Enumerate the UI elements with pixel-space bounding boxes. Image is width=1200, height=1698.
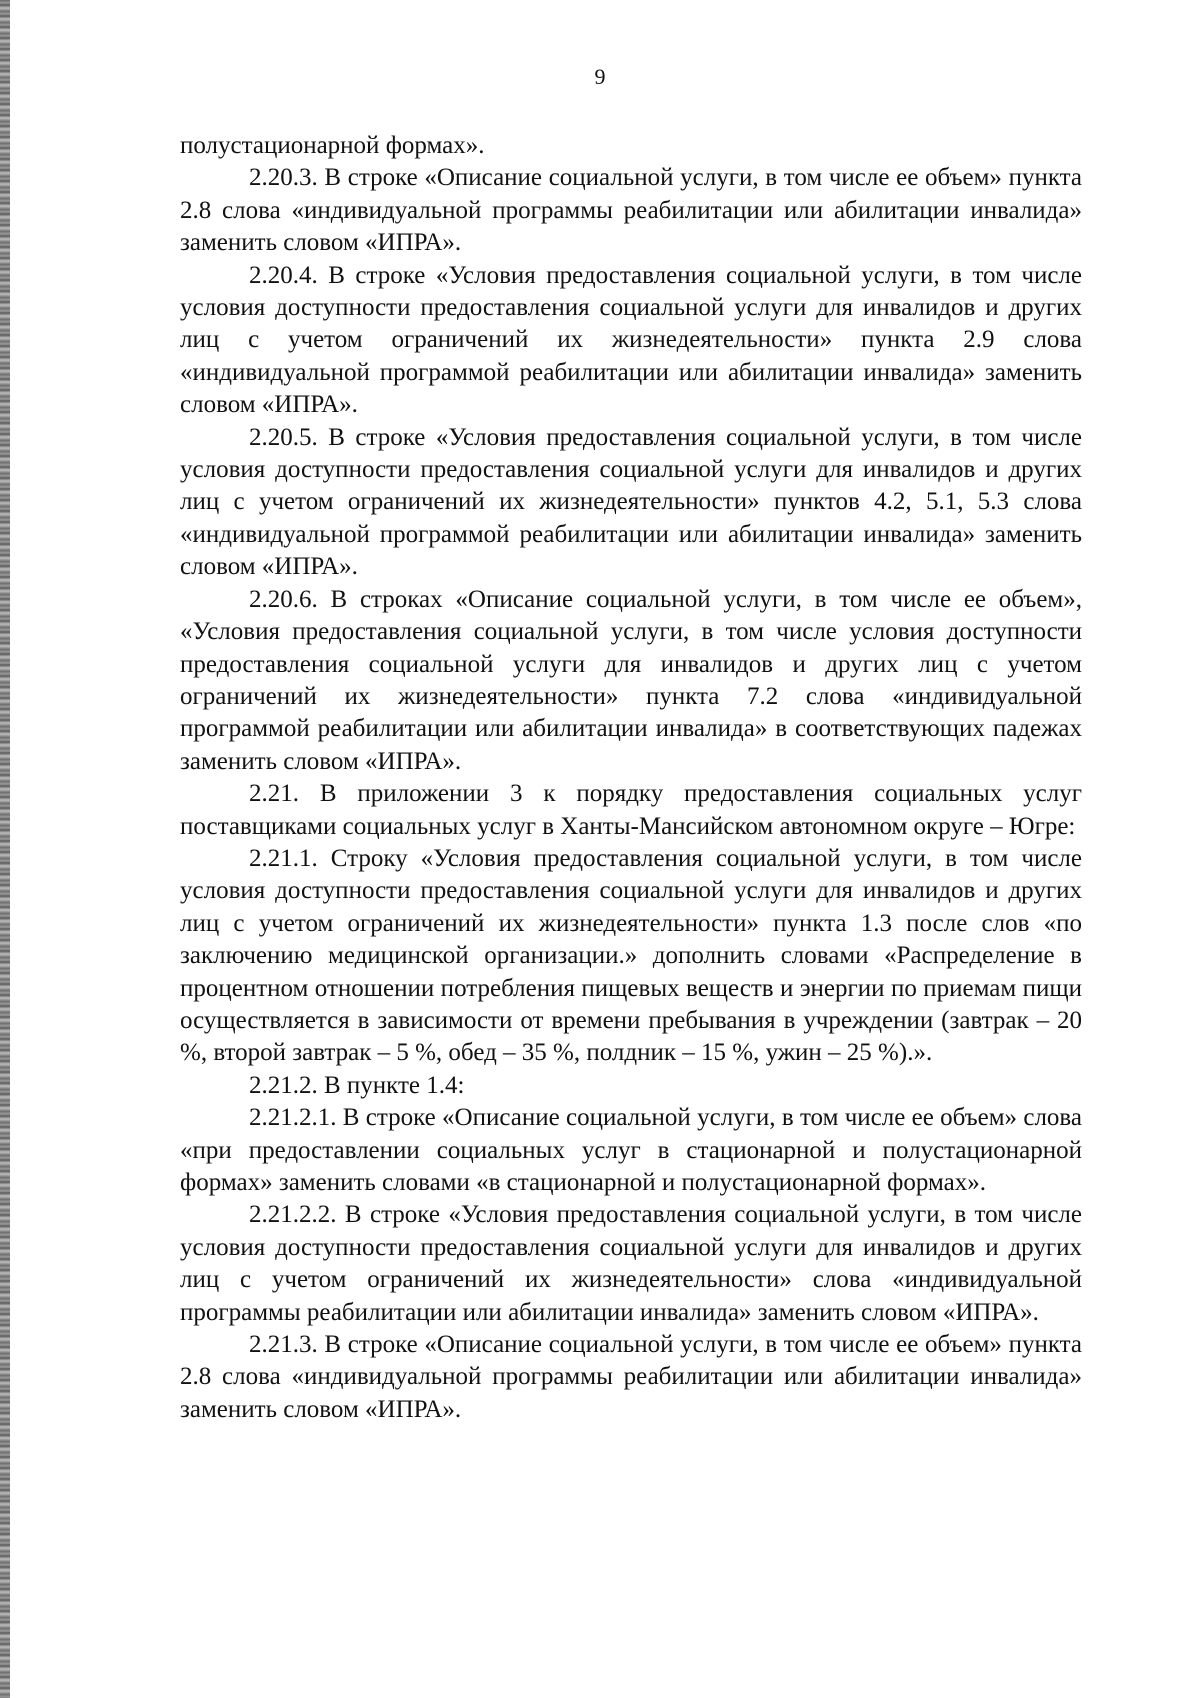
paragraph-2-21-1: 2.21.1. Строку «Условия предоставления социальной услуги, в том числе условия доступности предоставления социальной услуги для инвалидов и других лиц с учетом ограничений их жизнедеятельности» пункта 1.3 после слов «по заключению медицинской организации.» дополнить словами «Распределение в процентном отношении потребления пищевых веществ и энергии по приемам пищи осуществляется в зависимости от времени пребывания в учреждении (завтрак – 20 %, второй завтрак – 5 %, обед – 35 %, полдник – 15 %, ужин – 25 %).». [180,844,1082,1067]
paragraph-2-21-2-2: 2.21.2.2. В строке «Условия предоставления социальной услуги, в том числе условия доступности предоставления социальной услуги для инвалидов и других лиц с учетом ограничений их жизнедеятельности» слова «индивидуальной программы реабилитации или абилитации инвалида» заменить словом «ИПРА». [180,1201,1082,1326]
paragraph-2-20-5: 2.20.5. В строке «Условия предоставления социальной услуги, в том числе условия доступности предоставления социальной услуги для инвалидов и других лиц с учетом ограничений их жизнедеятельности» пунктов 4.2, 5.1, 5.3 слова «индивидуальной программой реабилитации или абилитации инвалида» заменить словом «ИПРА». [180,423,1082,581]
scan-edge-artifact [0,0,10,1698]
paragraph-2-20-3: 2.20.3. В строке «Описание социальной услуги, в том числе ее объем» пункта 2.8 слова «индивидуальной программы реабилитации или абилитации инвалида» заменить словом «ИПРА». [180,164,1082,257]
paragraph-2-20-4: 2.20.4. В строке «Условия предоставления социальной услуги, в том числе условия доступности предоставления социальной услуги для инвалидов и других лиц с учетом ограничений их жизнедеятельности» пункта 2.9 слова «индивидуальной программой реабилитации или абилитации инвалида» заменить словом «ИПРА». [180,261,1082,419]
paragraph-2-21-3: 2.21.3. В строке «Описание социальной услуги, в том числе ее объем» пункта 2.8 слова «индивидуальной программы реабилитации или абилитации инвалида» заменить словом «ИПРА». [180,1331,1082,1423]
page-number: 9 [594,64,606,89]
paragraph-2-20-6: 2.20.6. В строках «Описание социальной услуги, в том числе ее объем», «Условия предоставления социальной услуги, в том числе условия доступности предоставления социальной услуги для инвалидов и других лиц с учетом ограничений их жизнедеятельности» пункта 7.2 слова «индивидуальной программой реабилитации или абилитации инвалида» в соответствующих падежах заменить словом «ИПРА». [180,585,1082,775]
document-body [180,130,1082,1426]
paragraph-2-21: 2.21. В приложении 3 к порядку предоставления социальных услуг поставщиками социальных услуг в Ханты-Мансийском автономном округе – Югре: [180,780,1082,840]
paragraph-continuation: полустационарной формах». [180,132,485,159]
paragraph-2-21-2: 2.21.2. В пункте 1.4: [249,1071,465,1099]
paragraph-2-21-2-1: 2.21.2.1. В строке «Описание социальной услуги, в том числе ее объем» слова «при предоставлении социальных услуг в стационарной и полустационарной формах» заменить словами «в стационарной и полустационарной формах». [180,1104,1082,1196]
